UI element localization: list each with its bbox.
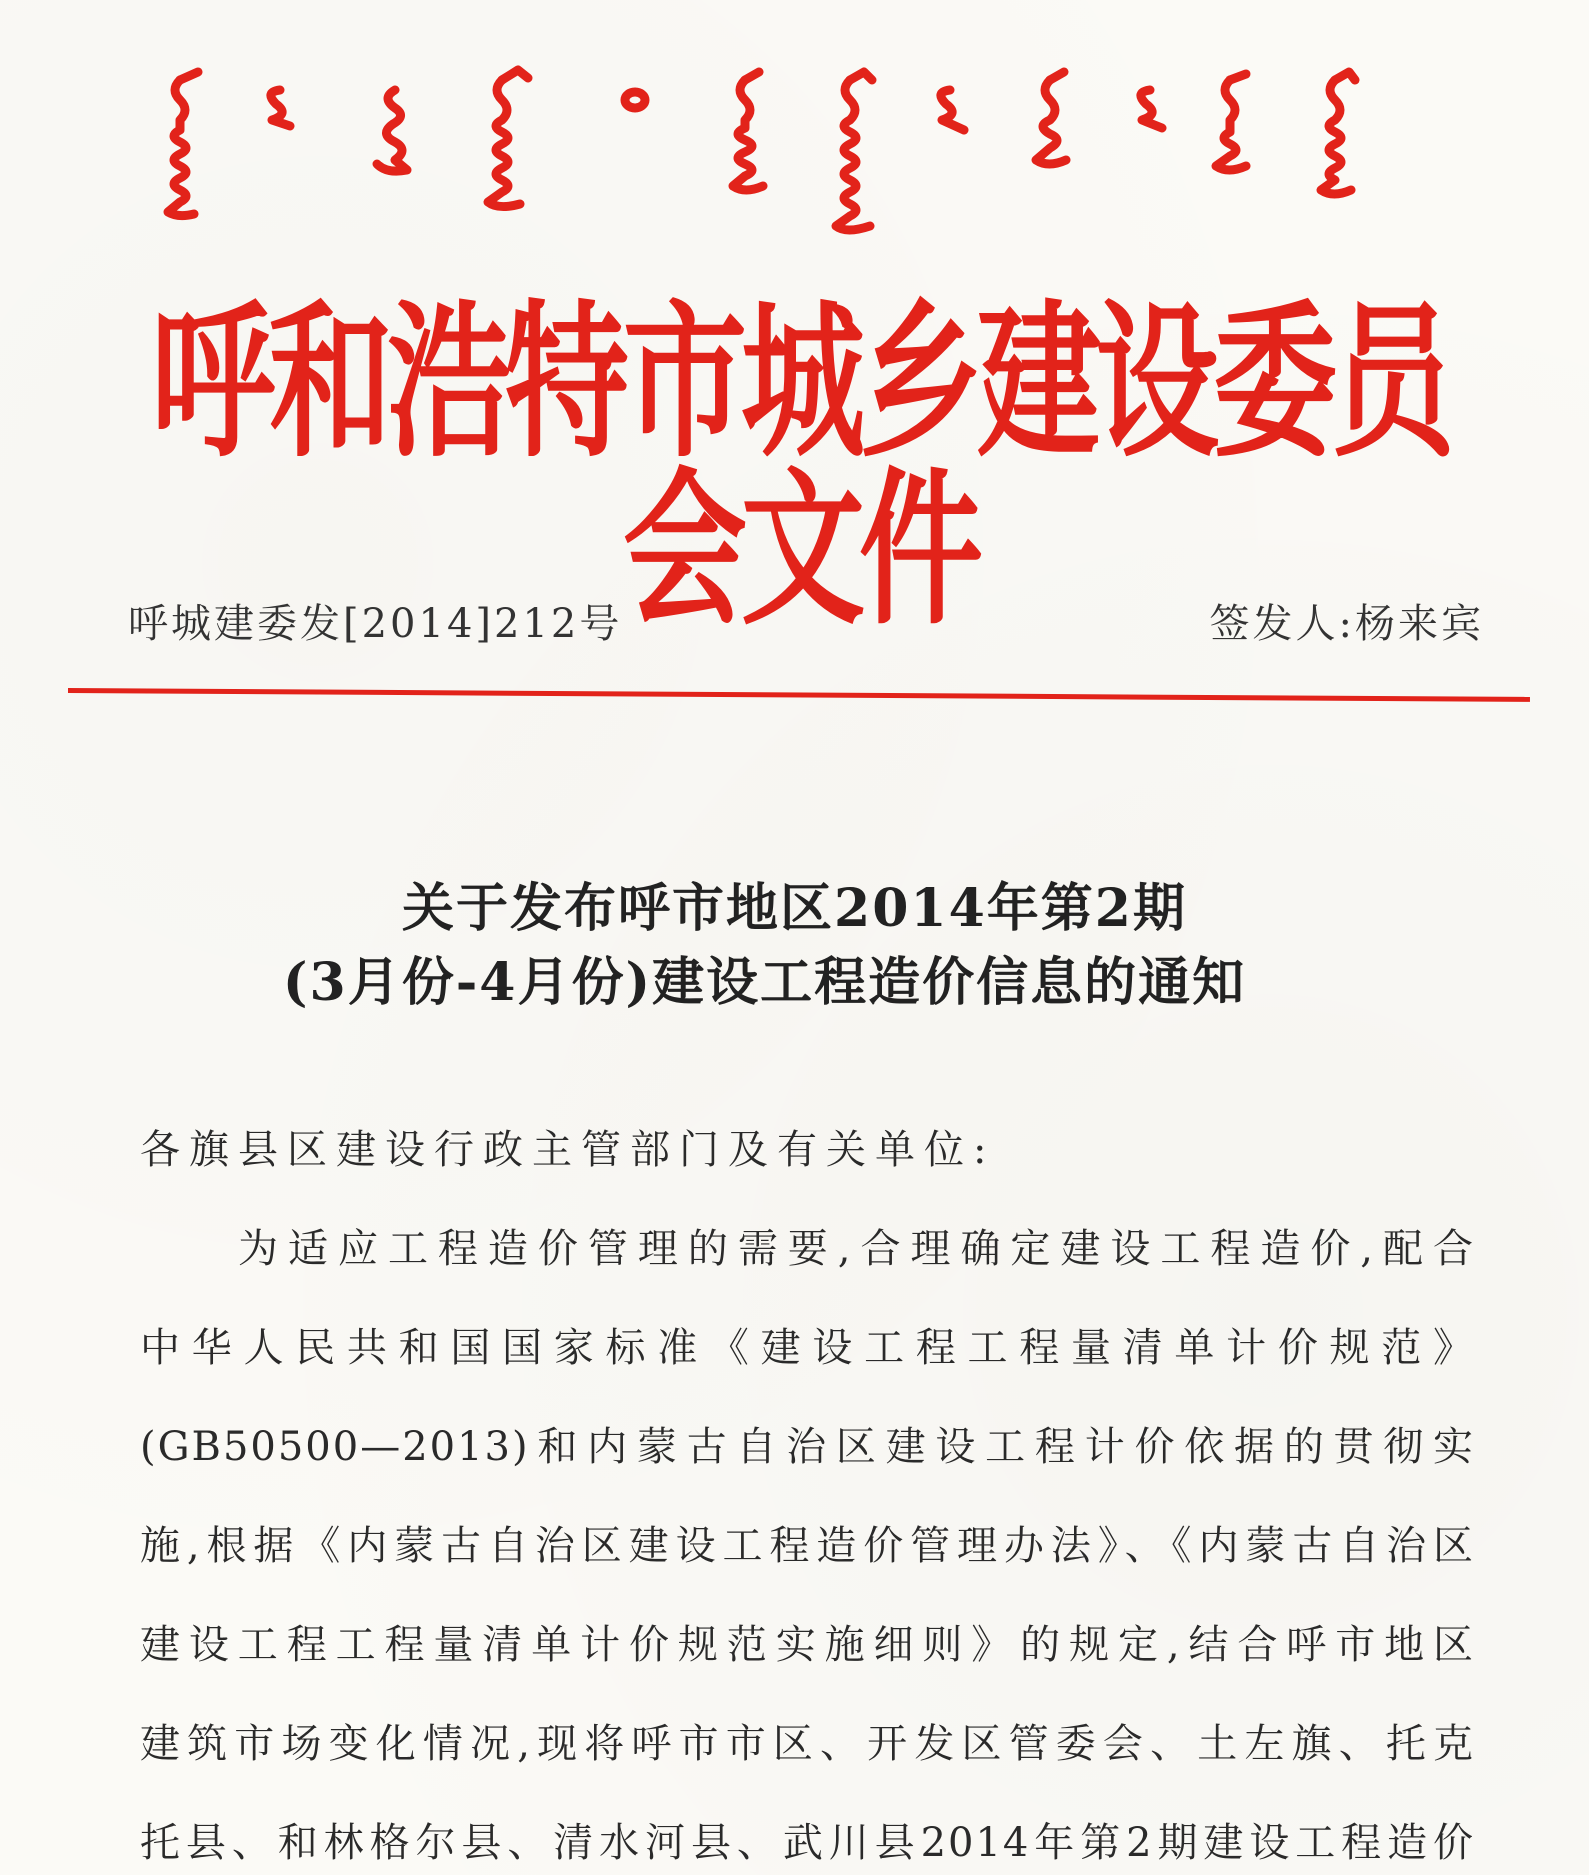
body-text-line: 中华人民共和国国家标准《建设工程工程量清单计价规范》	[140, 1325, 1475, 1371]
notice-title-line-2: (3月份-4月份)建设工程造价信息的通知	[282, 952, 1247, 1013]
agency-title: 呼和浩特市城乡建设委员会文件	[150, 286, 1449, 649]
document-number: 呼城建委发[2014]212号	[128, 601, 623, 647]
body-text-line: 建设工程工程量清单计价规范实施细则》的规定,结合呼市地区	[140, 1622, 1475, 1668]
body-text-line: (GB50500—2013)和内蒙古自治区建设工程计价依据的贯彻实	[140, 1424, 1475, 1470]
body-text-line: 建筑市场变化情况,现将呼市市区、开发区管委会、土左旗、托克	[140, 1721, 1475, 1767]
body-text-line: 施,根据《内蒙古自治区建设工程造价管理办法》、《内蒙古自治区	[140, 1523, 1475, 1569]
notice-title-line-1: 关于发布呼市地区2014年第2期	[402, 878, 1187, 939]
salutation: 各旗县区建设行政主管部门及有关单位:	[140, 1127, 996, 1173]
signer: 签发人:杨来宾	[1209, 601, 1484, 647]
body-text-line: 托县、和林格尔县、清水河县、武川县2014年第2期建设工程造价	[140, 1820, 1475, 1866]
mongolian-script-heading	[150, 60, 1450, 290]
header-divider	[68, 688, 1530, 702]
body-text-line: 为适应工程造价管理的需要,合理确定建设工程造价,配合	[238, 1226, 1475, 1272]
